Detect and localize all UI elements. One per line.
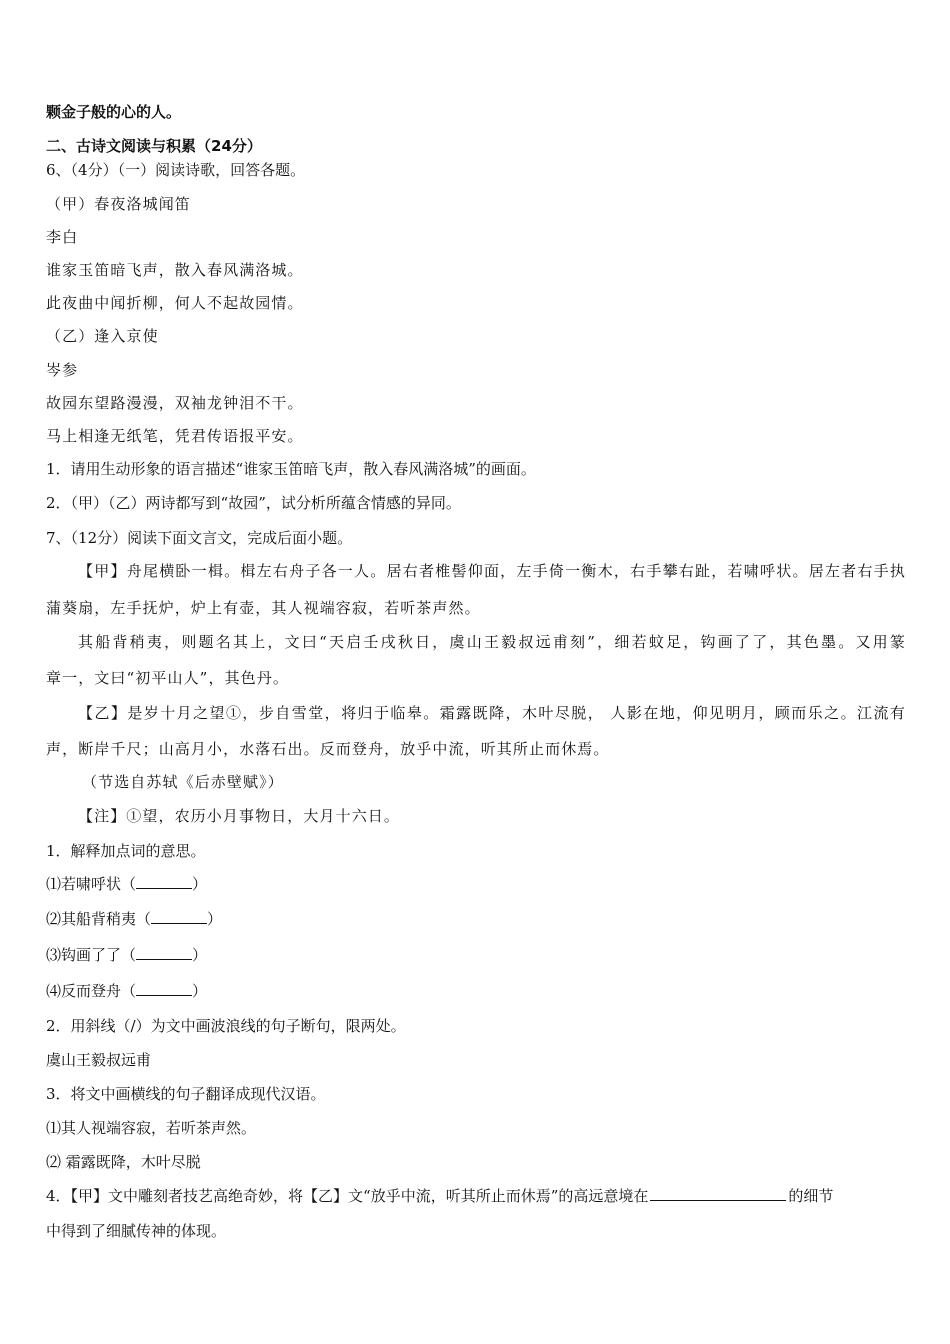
answer-blank[interactable] [650,1186,786,1201]
section-heading: 二、古诗文阅读与积累（24分） [46,137,262,155]
poem-b-author: 岑参 [46,361,79,379]
q7-sub-1-item-4: ⑷反而登舟（ ） [46,982,208,1000]
q7-sub-1-item-1: ⑴若啸呼状（ ） [46,875,208,893]
carryover-line: 颗金子般的心的人。 [46,103,182,121]
poem-a-title: （甲）春夜洛城闻笛 [46,195,191,213]
answer-blank[interactable] [136,945,192,960]
poem-b-title: （乙）逢入京使 [46,327,159,345]
q7-sub-2: 2．用斜线（/）为文中画波浪线的句子断句，限两处。 [46,1017,406,1035]
passage-a-line-2: 蒲葵扇，左手抚炉，炉上有壶，其人视端容寂，若听茶声然。 [46,599,481,617]
poem-b-line-2: 马上相逢无纸笔，凭君传语报平安。 [46,427,304,445]
passage-a-line-3: 其船背稍夷，则题名其上，文曰“天启壬戌秋日，虞山王毅叔远甫刻”，细若蚊足，钩画了了，其色墨。又用篆 [78,633,906,651]
q6-sub-1: 1．请用生动形象的语言描述“谁家玉笛暗飞声，散入春风满洛城”的画面。 [46,460,536,478]
passage-b-line-1: 【乙】是岁十月之望①，步自雪堂，将归于临皋。霜露既降，木叶尽脱， 人影在地，仰见明月，顾而乐之。江流有 [78,704,906,722]
q7-sub-3: 3．将文中画横线的句子翻译成现代汉语。 [46,1085,326,1103]
q7-sub-1: 1．解释加点词的意思。 [46,842,206,860]
passage-note: 【注】①望，农历小月事物日，大月十六日。 [78,807,401,825]
poem-a-line-1: 谁家玉笛暗飞声，散入春风满洛城。 [46,261,304,279]
q7-sub-1-item-2: ⑵其船背稍夷（ ） [46,910,223,928]
passage-a-line-4: 章一，文曰“初平山人”，其色丹。 [46,669,289,687]
poem-a-line-2: 此夜曲中闻折柳，何人不起故园情。 [46,294,304,312]
q7-stem: 7、（12分）阅读下面文言文，完成后面小题。 [46,529,353,547]
q6-sub-2: 2．（甲）（乙）两诗都写到“故园”，试分析所蕴含情感的异同。 [46,494,461,512]
q7-sub-2-sentence: 虞山王毅叔远甫 [46,1051,152,1069]
q7-sub-4-line-1: 4．【甲】文中雕刻者技艺高绝奇妙，将【乙】文“放乎中流，听其所止而休焉”的高远意境在 的细节 [46,1187,834,1205]
q6-stem: 6、（4分）（一）阅读诗歌，回答各题。 [46,161,306,179]
passage-b-line-2: 声，断岸千尺；山高月小，水落石出。反而登舟，放乎中流，听其所止而休焉。 [46,740,610,758]
answer-blank[interactable] [151,909,207,924]
poem-a-author: 李白 [46,228,79,246]
q7-sub-3-item-2: ⑵ 霜露既降，木叶尽脱 [46,1153,201,1171]
q7-sub-4-line-2: 中得到了细腻传神的体现。 [46,1222,227,1240]
answer-blank[interactable] [136,981,192,996]
q7-sub-1-item-3: ⑶钩画了了（ ） [46,946,208,964]
poem-b-line-1: 故园东望路漫漫，双袖龙钟泪不干。 [46,394,304,412]
answer-blank[interactable] [136,874,192,889]
q7-sub-3-item-1: ⑴其人视端容寂，若听茶声然。 [46,1119,257,1137]
passage-a-line-1: 【甲】舟尾横卧一楫。楫左右舟子各一人。居右者椎髻仰面，左手倚一衡木，右手攀右趾，若啸呼状。居左者右手执 [78,562,906,580]
passage-source: （节选自苏轼《后赤壁赋》） [82,773,284,791]
